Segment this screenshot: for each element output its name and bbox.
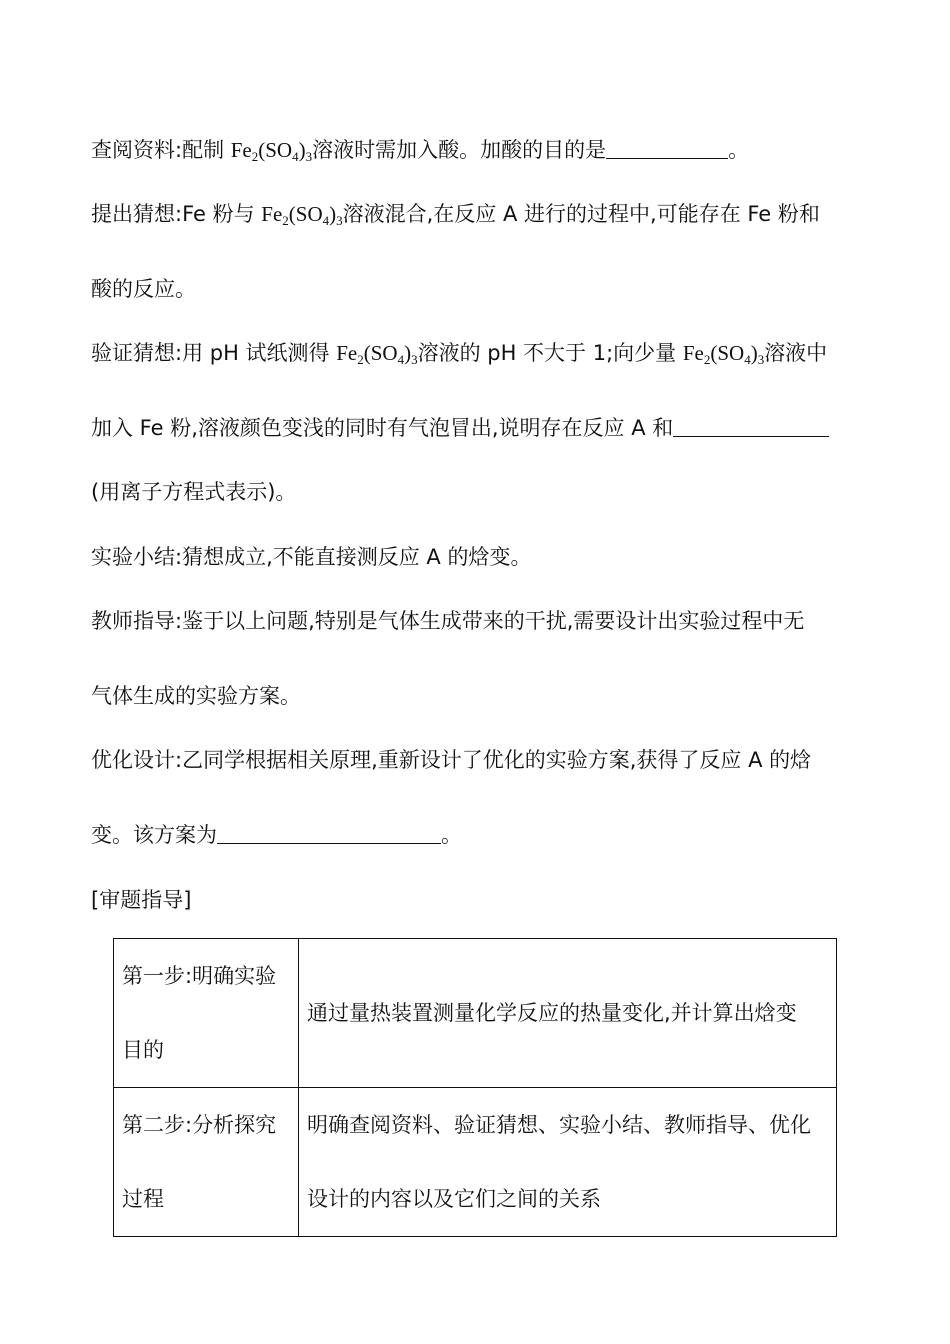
table-row bbox=[114, 1088, 837, 1237]
paragraph-verify-line3 bbox=[91, 478, 296, 506]
formula-fe: Fe bbox=[682, 341, 704, 365]
paragraph-verify-line1 bbox=[91, 339, 827, 374]
guide-heading bbox=[91, 886, 191, 914]
formula-sub: 4 bbox=[397, 352, 405, 367]
paragraph-teacher-line2 bbox=[91, 682, 301, 710]
table-row bbox=[114, 939, 837, 1088]
formula-fe: Fe bbox=[261, 202, 283, 226]
text: 加入 Fe 粉,溶液颜色变浅的同时有气泡冒出,说明存在反应 A 和 bbox=[91, 416, 674, 440]
formula-close: ) bbox=[298, 138, 306, 162]
text: 溶液时需加入酸。加酸的目的是 bbox=[312, 138, 607, 162]
content-text: 通过量热装置测量化学反应的热量变化,并计算出焓变 bbox=[307, 1001, 797, 1025]
text: 。 bbox=[441, 823, 462, 847]
formula-sub: 2 bbox=[357, 352, 364, 367]
paragraph-optimize-line1 bbox=[91, 746, 811, 774]
formula-fe: Fe bbox=[336, 341, 358, 365]
formula-sub: 3 bbox=[336, 213, 343, 228]
paragraph-summary bbox=[91, 543, 531, 571]
formula-sub: 4 bbox=[292, 149, 299, 164]
guide-table bbox=[113, 938, 837, 1237]
table-cell-step bbox=[114, 939, 299, 1088]
formula-sub: 3 bbox=[757, 352, 765, 367]
text: 溶液中 bbox=[764, 341, 828, 365]
formula-close: ) bbox=[404, 341, 412, 365]
text: 变。该方案为 bbox=[91, 823, 217, 847]
text: 。 bbox=[728, 138, 750, 162]
text: 提出猜想:Fe 粉与 bbox=[91, 202, 262, 226]
formula-sub: 3 bbox=[411, 352, 418, 367]
formula-so: (SO bbox=[363, 341, 398, 365]
paragraph-consult-data bbox=[91, 136, 749, 171]
text: 气体生成的实验方案。 bbox=[91, 684, 301, 708]
table-cell-step bbox=[114, 1088, 299, 1237]
answer-blank bbox=[673, 414, 829, 437]
paragraph-verify-line2 bbox=[91, 414, 829, 442]
answer-blank bbox=[606, 136, 728, 159]
text: 溶液混合,在反应 A 进行的过程中,可能存在 Fe 粉和 bbox=[342, 202, 820, 226]
table-cell-content bbox=[299, 1088, 837, 1237]
formula-sub: 2 bbox=[251, 149, 259, 164]
text: 实验小结:猜想成立,不能直接测反应 A 的焓变。 bbox=[91, 545, 532, 569]
paragraph-hypothesis-line2 bbox=[91, 275, 196, 303]
paragraph-teacher-line1 bbox=[91, 607, 804, 635]
text: 教师指导:鉴于以上问题,特别是气体生成带来的干扰,需要设计出实验过程中无 bbox=[91, 609, 805, 633]
text: 溶液的 pH 不大于 1;向少量 bbox=[417, 341, 683, 365]
step-text: 第二步:分析探究过程 bbox=[122, 1113, 277, 1211]
formula-close: ) bbox=[329, 202, 337, 226]
formula-fe: Fe bbox=[230, 138, 252, 162]
text: 优化设计:乙同学根据相关原理,重新设计了优化的实验方案,获得了反应 A 的焓 bbox=[91, 748, 812, 772]
paragraph-optimize-line2 bbox=[91, 821, 462, 849]
paragraph-hypothesis-line1 bbox=[91, 200, 820, 235]
formula-sub: 2 bbox=[282, 213, 289, 228]
formula-sub: 2 bbox=[703, 352, 711, 367]
formula-so: (SO bbox=[288, 202, 323, 226]
content-text: 明确查阅资料、验证猜想、实验小结、教师指导、优化设计的内容以及它们之间的关系 bbox=[307, 1113, 811, 1211]
table-cell-content bbox=[299, 939, 837, 1088]
formula-so: (SO bbox=[258, 138, 293, 162]
answer-blank bbox=[217, 821, 441, 844]
formula-sub: 4 bbox=[322, 213, 330, 228]
formula-sub: 4 bbox=[744, 352, 751, 367]
text: 验证猜想:用 pH 试纸测得 bbox=[91, 341, 337, 365]
formula-sub: 3 bbox=[305, 149, 313, 164]
formula-close: ) bbox=[750, 341, 758, 365]
text: [审题指导] bbox=[91, 888, 192, 912]
step-text: 第一步:明确实验目的 bbox=[122, 964, 277, 1062]
text: (用离子方程式表示)。 bbox=[91, 480, 297, 504]
text: 酸的反应。 bbox=[91, 277, 196, 301]
text: 查阅资料:配制 bbox=[91, 138, 231, 162]
formula-so: (SO bbox=[710, 341, 745, 365]
